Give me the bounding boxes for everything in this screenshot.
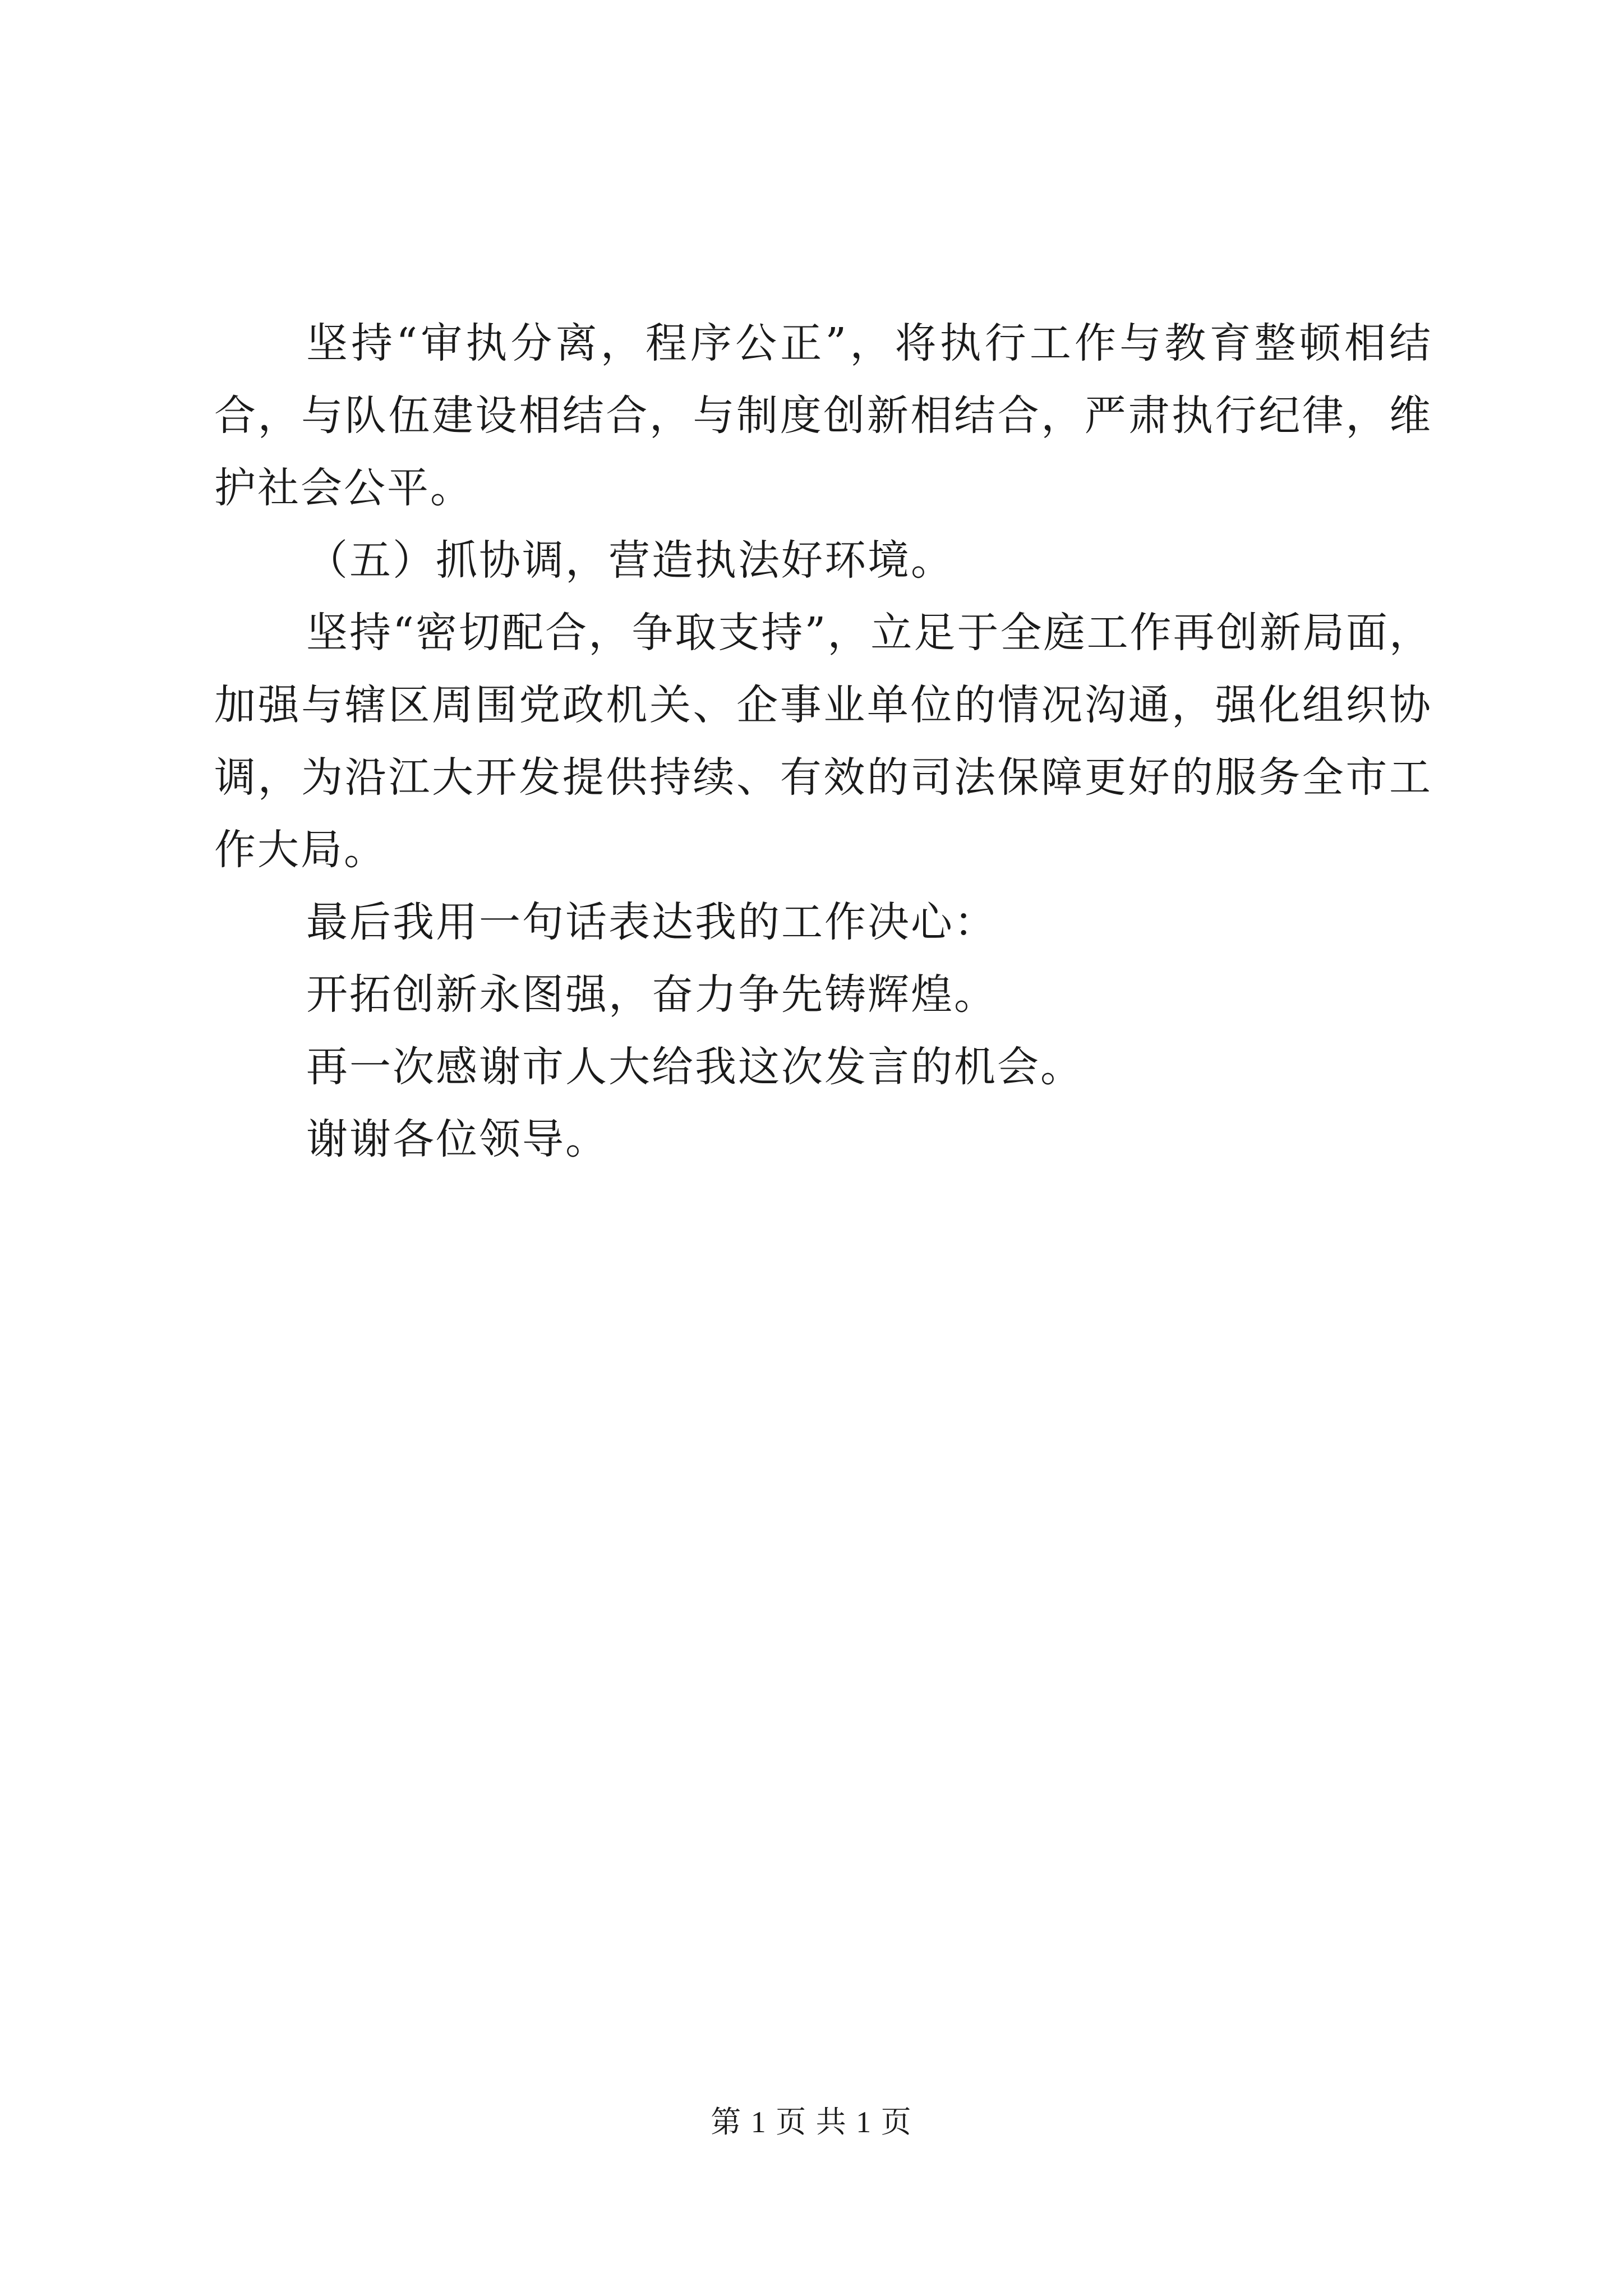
page-footer: 第 1 页 共 1 页 <box>711 2105 912 2139</box>
paragraph-thanks-leaders: 谢谢各位领导。 <box>306 1115 608 1163</box>
paragraph-coordination-support: 坚持“密切配合，争取支持”，立足于全庭工作再创新局面，加强与辖区周围党政机关、企事业单位的情况沟通，强化组织协调，为沿江大开发提供持续、有效的司法保障更好的服务全市工作大局。 <box>214 609 1432 874</box>
section-heading-coordination: （五）抓协调，营造执法好环境。 <box>306 536 954 585</box>
paragraph-closing-intro: 最后我用一句话表达我的工作决心： <box>306 898 997 946</box>
paragraph-motto: 开拓创新永图强，奋力争先铸辉煌。 <box>306 970 997 1019</box>
paragraph-enforcement-principles: 坚持“审执分离，程序公正”，将执行工作与教育整顿相结合，与队伍建设相结合，与制度创新相结合，严肃执行纪律，维护社会公平。 <box>214 319 1432 512</box>
document-body <box>214 307 1432 1176</box>
paragraph-thanks-congress: 再一次感谢市人大给我这次发言的机会。 <box>306 1043 1083 1091</box>
